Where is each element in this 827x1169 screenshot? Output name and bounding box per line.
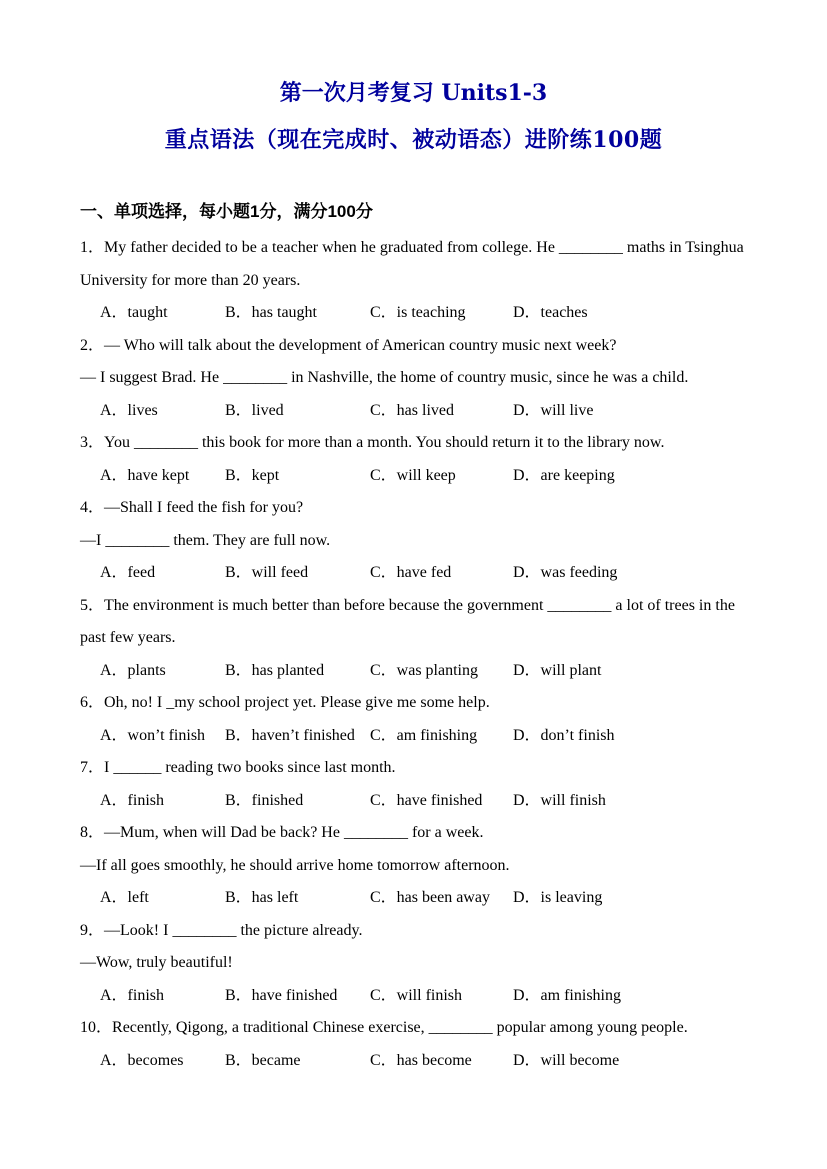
option-b: B．has taught xyxy=(225,304,317,321)
question-paragraph xyxy=(80,687,747,720)
question-paragraph xyxy=(80,492,747,525)
question-paragraph xyxy=(80,915,747,948)
option-a: A．won’t finish xyxy=(100,726,206,744)
option-d: D．will live xyxy=(513,401,594,419)
document-title: 第一次月考复习 Units1-3 xyxy=(279,80,548,106)
option-d: D．was feeding xyxy=(513,564,618,581)
options-row xyxy=(80,395,747,428)
question-9 xyxy=(80,915,747,1013)
question-paragraph xyxy=(80,427,747,460)
option-b: B．will feed xyxy=(225,564,309,581)
question-stem: Recently, Qigong, a traditional Chinese exercise, ________ popular among young people. xyxy=(112,1019,688,1036)
option-c: C．have finished xyxy=(370,791,483,809)
option-c: C．will finish xyxy=(370,986,463,1004)
option-a: A．plants xyxy=(100,661,166,679)
question-paragraph xyxy=(80,330,747,363)
question-8 xyxy=(80,817,747,915)
document-subtitle: 重点语法（现在完成时、被动语态）进阶练100题 xyxy=(164,127,663,153)
options-row xyxy=(80,297,747,330)
question-stem: I ______ reading two books since last month. xyxy=(104,759,396,776)
question-list xyxy=(80,232,747,1077)
question-stem: You ________ this book for more than a month. You should return it to the library now. xyxy=(104,434,665,451)
question-number: 5． xyxy=(80,596,105,614)
option-c: C．has been away xyxy=(370,889,490,906)
option-b: B．kept xyxy=(225,466,280,484)
options-row xyxy=(80,785,747,818)
question-7 xyxy=(80,752,747,817)
question-6 xyxy=(80,687,747,752)
question-stem: Oh, no! I _my school project yet. Please give me some help. xyxy=(104,694,490,711)
question-10 xyxy=(80,1012,747,1077)
question-number: 6． xyxy=(80,694,105,711)
option-b: B．has left xyxy=(225,889,299,906)
section-header: 一、单项选择，每小题1分，满分100分 xyxy=(80,202,373,221)
option-b: B．became xyxy=(225,1051,301,1069)
question-number: 4． xyxy=(80,499,105,516)
question-paragraph: —Wow, truly beautiful! xyxy=(80,954,233,971)
question-stem: —Look! I ________ the picture already. xyxy=(104,921,363,939)
option-a: A．finish xyxy=(100,791,165,809)
options-row xyxy=(80,1045,747,1078)
question-paragraph xyxy=(80,590,747,655)
question-5 xyxy=(80,590,747,688)
question-number: 10． xyxy=(80,1019,113,1036)
option-a: A．becomes xyxy=(100,1051,184,1069)
option-c: C．has become xyxy=(370,1051,472,1069)
question-number: 3． xyxy=(80,434,105,451)
option-a: A．have kept xyxy=(100,466,190,484)
question-number: 9． xyxy=(80,921,105,939)
option-a: A．taught xyxy=(100,304,168,321)
question-paragraph: —I ________ them. They are full now. xyxy=(80,531,331,549)
option-c: C．am finishing xyxy=(370,726,478,744)
option-d: D．don’t finish xyxy=(513,726,615,744)
option-d: D．will finish xyxy=(513,791,606,809)
question-paragraph: — I suggest Brad. He ________ in Nashville, the home of country music, since he was a child. xyxy=(80,369,689,386)
question-paragraph xyxy=(80,1012,747,1045)
options-row xyxy=(80,882,747,915)
option-b: B．have finished xyxy=(225,986,338,1004)
option-c: C．will keep xyxy=(370,466,456,484)
option-c: C．is teaching xyxy=(370,304,466,321)
option-b: B．haven’t finished xyxy=(225,726,355,744)
question-stem: — Who will talk about the development of American country music next week? xyxy=(104,336,617,354)
option-d: D．is leaving xyxy=(513,889,603,906)
options-row xyxy=(80,720,747,753)
option-b: B．has planted xyxy=(225,661,325,679)
question-4 xyxy=(80,492,747,590)
question-paragraph xyxy=(80,752,747,785)
options-row xyxy=(80,460,747,493)
options-row xyxy=(80,557,747,590)
option-a: A．lives xyxy=(100,401,158,419)
question-stem: My father decided to be a teacher when he graduated from college. He ________ maths in Tsinghua University for more than 20 years. xyxy=(80,239,744,289)
option-c: C．have fed xyxy=(370,564,452,581)
option-a: A．left xyxy=(100,889,149,906)
question-3 xyxy=(80,427,747,492)
option-a: A．feed xyxy=(100,564,156,581)
question-2 xyxy=(80,330,747,428)
option-d: D．teaches xyxy=(513,304,588,321)
option-a: A．finish xyxy=(100,986,165,1004)
option-d: D．will become xyxy=(513,1051,620,1069)
question-number: 1． xyxy=(80,239,105,256)
question-number: 7． xyxy=(80,759,105,776)
option-b: B．lived xyxy=(225,401,284,419)
question-number: 8． xyxy=(80,824,105,841)
option-c: C．has lived xyxy=(370,401,454,419)
question-stem: The environment is much better than before because the government ________ a lot of trees in the past few years. xyxy=(80,596,735,646)
question-stem: —Mum, when will Dad be back? He ________ for a week. xyxy=(104,824,484,841)
question-stem: —Shall I feed the fish for you? xyxy=(104,499,304,516)
options-row xyxy=(80,980,747,1013)
option-d: D．will plant xyxy=(513,661,602,679)
question-number: 2． xyxy=(80,336,105,354)
option-d: D．am finishing xyxy=(513,986,621,1004)
question-1 xyxy=(80,232,747,330)
question-paragraph xyxy=(80,817,747,850)
option-b: B．finished xyxy=(225,791,304,809)
option-c: C．was planting xyxy=(370,661,478,679)
option-d: D．are keeping xyxy=(513,466,615,484)
question-paragraph xyxy=(80,232,747,297)
question-paragraph: —If all goes smoothly, he should arrive home tomorrow afternoon. xyxy=(80,856,510,874)
options-row xyxy=(80,655,747,688)
